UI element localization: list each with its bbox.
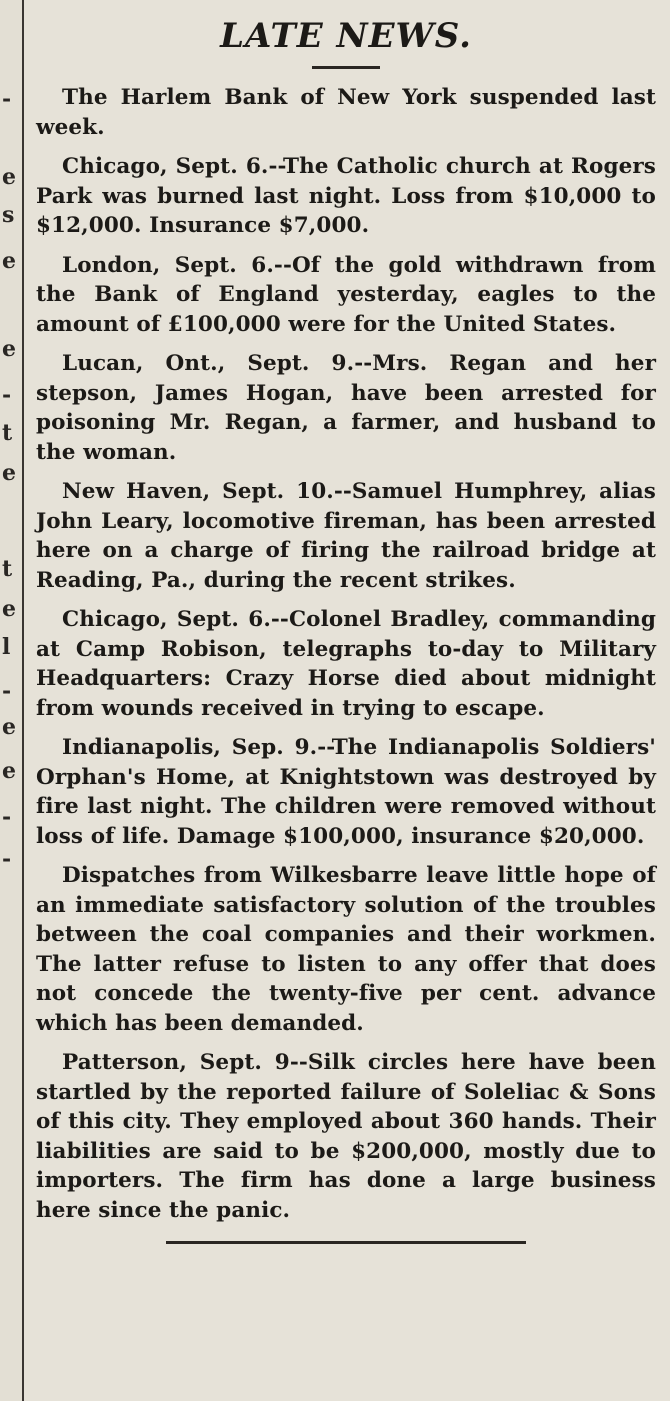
column-divider: [22, 0, 24, 1401]
title-divider: [312, 66, 380, 69]
news-item: Dispatches from Wilkesbarre leave little hope of an immediate satisfactory solution of the troubles between the coal companies and their workmen. The latter refuse to listen to any offer that does not concede the twenty-five per cent. advance which has been demanded.: [36, 863, 656, 1036]
margin-letter: s: [2, 202, 15, 228]
news-item: The Harlem Bank of New York suspended last week.: [36, 85, 656, 140]
margin-letter: -: [2, 678, 12, 704]
news-item: Indianapolis, Sep. 9.--The Indianapolis Soldiers' Orphan's Home, at Knightstown was destroyed by fire last night. The children were removed without loss of life. Damage $100,000, insurance $20,000.: [36, 735, 656, 849]
margin-letter: e: [2, 596, 16, 622]
margin-letter: -: [2, 804, 12, 830]
news-item: Patterson, Sept. 9--Silk circles here have been startled by the reported failure of Soleliac & Sons of this city. They employed about 360 hands. Their liabilities are said to be $200,000, mostly due to importers. The firm has done a large business here since the panic.: [36, 1050, 656, 1223]
news-item: Chicago, Sept. 6.--Colonel Bradley, commanding at Camp Robison, telegraphs to-day to Military Headquarters: Crazy Horse died about midnight from wounds received in trying to escape.: [36, 607, 656, 721]
margin-letter: e: [2, 460, 16, 486]
margin-letter: -: [2, 86, 12, 112]
margin-letter: l: [2, 634, 11, 660]
news-item: Lucan, Ont., Sept. 9.--Mrs. Regan and her stepson, James Hogan, have been arrested for poisoning Mr. Regan, a farmer, and husband to the woman.: [36, 351, 656, 465]
margin-letter: t: [2, 420, 13, 446]
news-item: Chicago, Sept. 6.--The Catholic church at Rogers Park was burned last night. Loss from $10,000 to $12,000. Insurance $7,000.: [36, 154, 656, 238]
margin-letter: e: [2, 336, 16, 362]
margin-letter: t: [2, 556, 13, 582]
margin-letter: e: [2, 758, 16, 784]
news-item: London, Sept. 6.--Of the gold withdrawn from the Bank of England yesterday, eagles to the amount of £100,000 were for the United States.: [36, 252, 656, 337]
margin-letter: e: [2, 714, 16, 740]
margin-letter: e: [2, 248, 16, 274]
margin-letter: e: [2, 164, 16, 190]
news-column: [26, 0, 666, 1401]
margin-letter: -: [2, 382, 12, 408]
margin-letter: -: [2, 846, 12, 872]
page-title: LATE NEWS.: [220, 16, 472, 56]
bottom-divider: [166, 1241, 526, 1244]
news-item: New Haven, Sept. 10.--Samuel Humphrey, alias John Leary, locomotive fireman, has been arrested here on a charge of firing the railroad bridge at Reading, Pa., during the recent strikes.: [36, 479, 656, 593]
adjacent-column-fragment: [0, 0, 22, 1401]
